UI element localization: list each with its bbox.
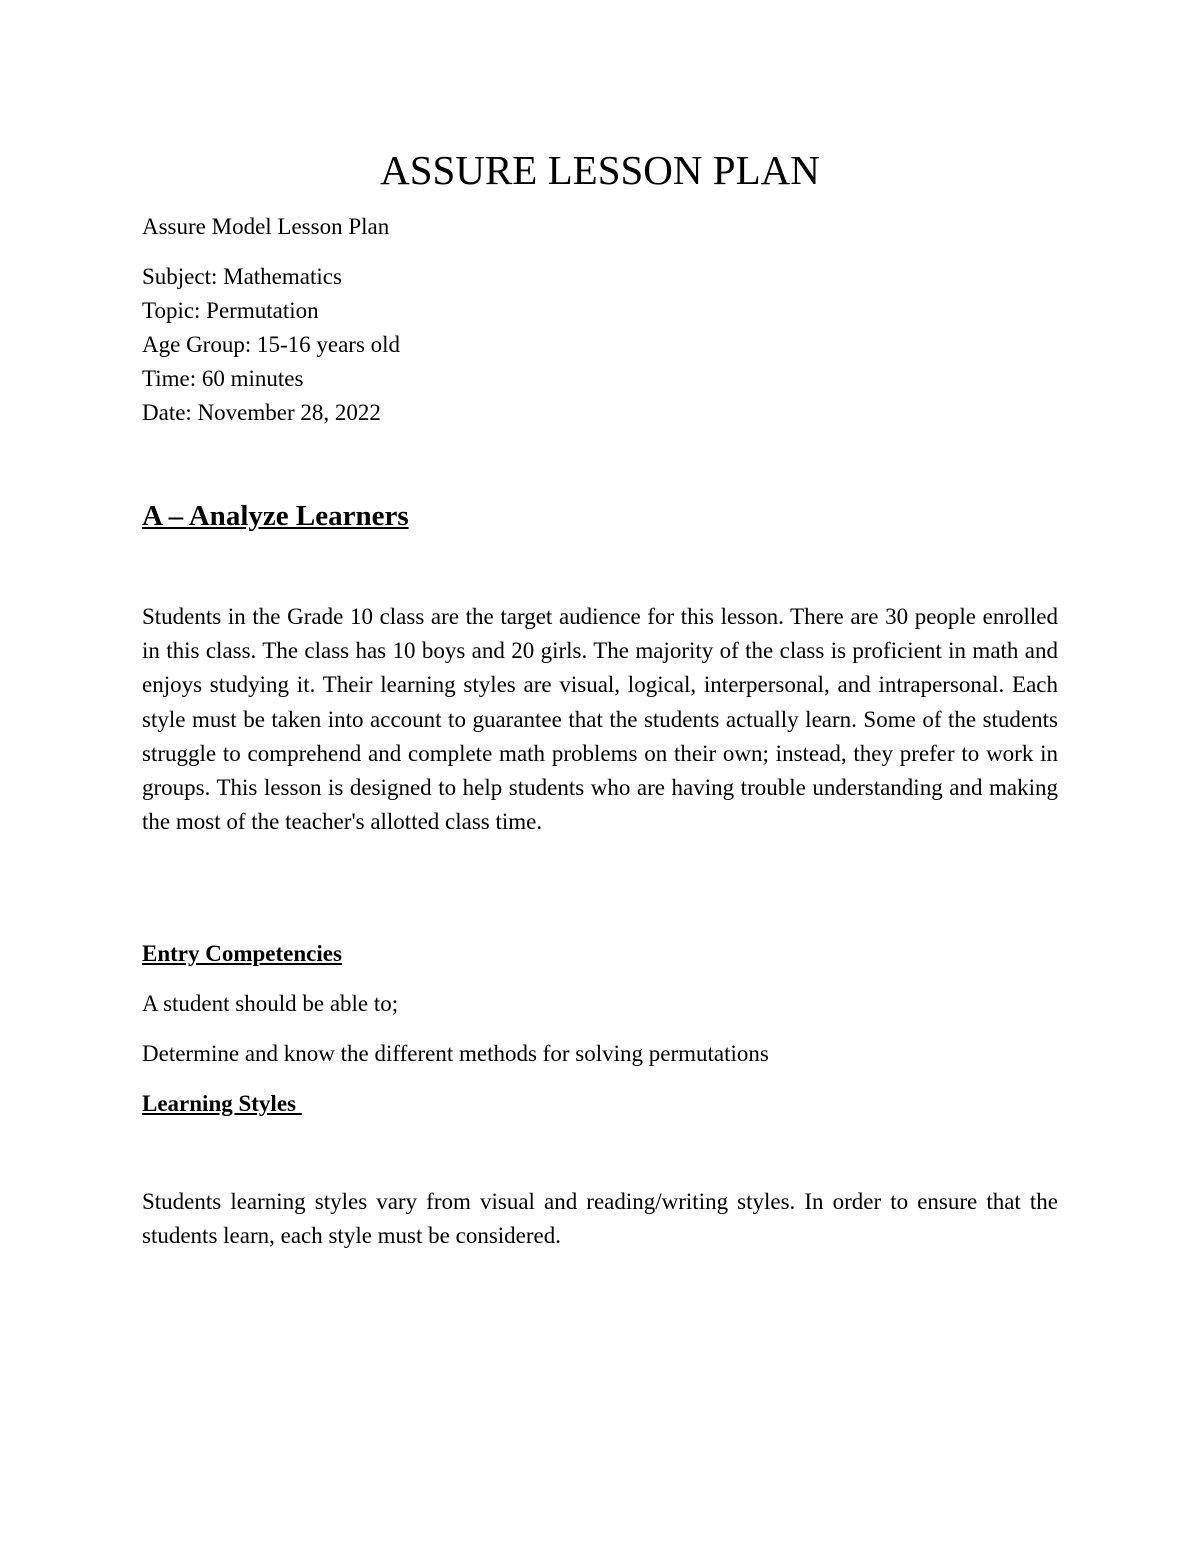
learning-styles-paragraph: Students learning styles vary from visual and reading/writing styles. In order to ensure that the students learn, each style must be considered. bbox=[142, 1189, 1058, 1249]
detail-topic: Topic: Permutation bbox=[142, 298, 319, 323]
analyze-learners-heading: A – Analyze Learners bbox=[142, 500, 409, 532]
detail-age-group: Age Group: 15-16 years old bbox=[142, 332, 401, 357]
document-title: ASSURE LESSON PLAN bbox=[380, 147, 820, 193]
detail-time: Time: 60 minutes bbox=[142, 366, 304, 391]
document-subtitle: Assure Model Lesson Plan bbox=[142, 214, 390, 239]
entry-competencies-intro: A student should be able to; bbox=[142, 991, 399, 1016]
learning-styles-heading: Learning Styles bbox=[142, 1091, 302, 1116]
detail-subject: Subject: Mathematics bbox=[142, 264, 342, 289]
entry-competencies-item: Determine and know the different methods for solving permutations bbox=[142, 1041, 769, 1066]
detail-date: Date: November 28, 2022 bbox=[142, 400, 381, 425]
analyze-learners-paragraph: Students in the Grade 10 class are the target audience for this lesson. There are 30 people enrolled in this class. The class has 10 boys and 20 girls. The majority of the class is proficient in math and enjoys studying it. Their learning styles are visual, logical, interpersonal, and intrapersonal. Each style must be taken into account to guarantee that the students actually learn. Some of the students struggle to comprehend and complete math problems on their own; instead, they prefer to work in groups. This lesson is designed to help students who are having trouble understanding and making the most of the teacher's allotted class time. bbox=[142, 604, 1058, 835]
entry-competencies-heading: Entry Competencies bbox=[142, 941, 342, 966]
